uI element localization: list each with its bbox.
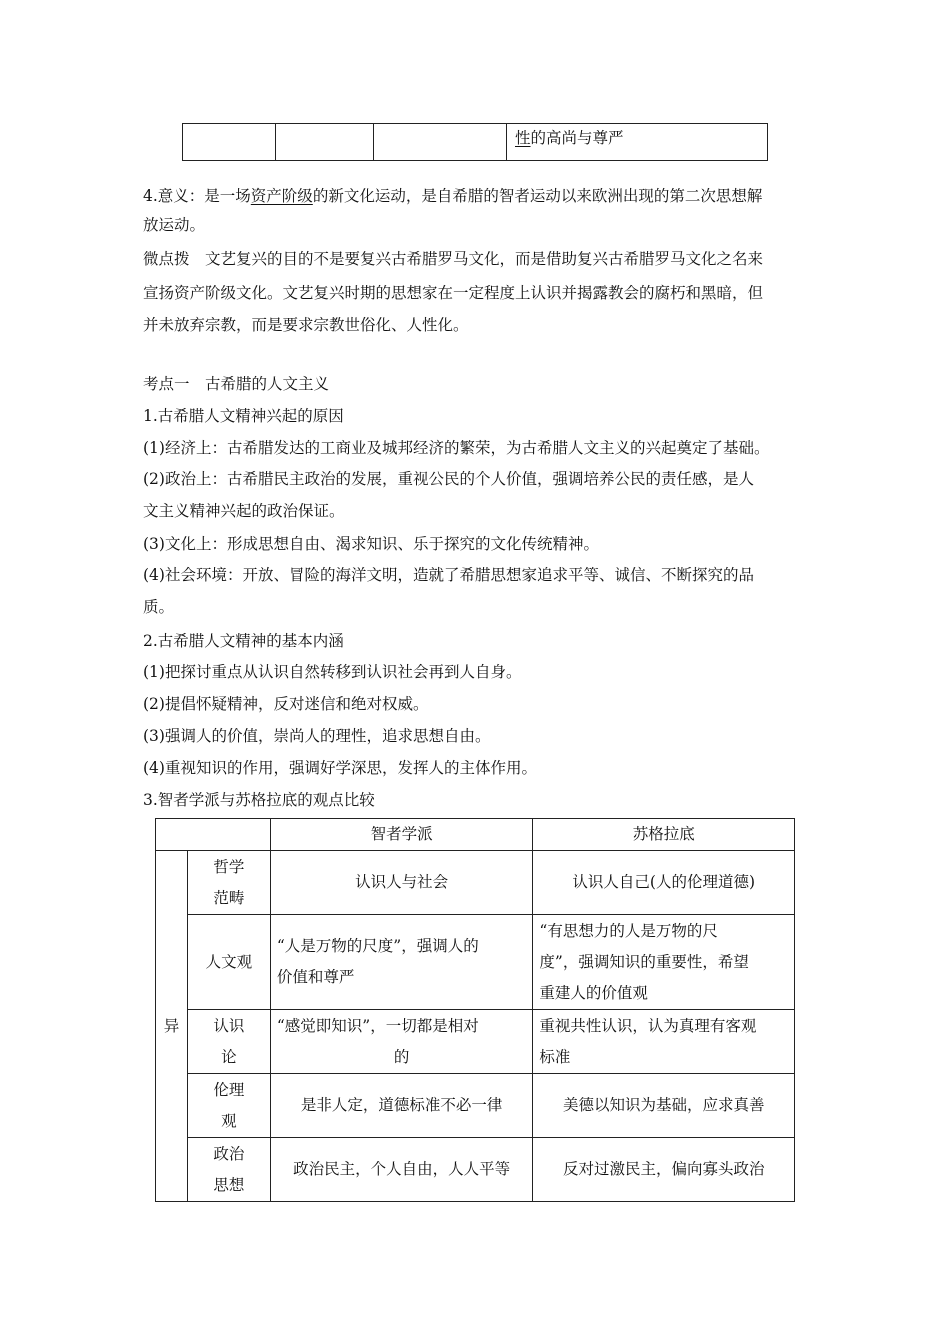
cell-line: 认识人与社会 xyxy=(355,873,449,891)
socrates-cell xyxy=(533,1010,795,1074)
table-cell xyxy=(507,124,768,161)
table-cell xyxy=(374,124,507,161)
cell-line: 的 xyxy=(393,1047,410,1066)
content-1: (1)把探讨重点从认识自然转移到认识社会再到人自身。 xyxy=(143,663,522,681)
subheading-3: 3.智者学派与苏格拉底的观点比较 xyxy=(143,791,375,809)
aspect-cell xyxy=(187,1010,270,1074)
cell-line: “人是万物的尺度”，强调人的 xyxy=(276,937,479,955)
content-2: (2)提倡怀疑精神，反对迷信和绝对权威。 xyxy=(143,695,429,713)
cell-line: 伦理 xyxy=(213,1080,245,1099)
cell-line: 论 xyxy=(221,1047,237,1066)
reason-1: (1)经济上：古希腊发达的工商业及城邦经济的繁荣，为古希腊人文主义的兴起奠定了基础。 xyxy=(143,439,770,457)
cell-line: 度”，强调知识的重要性，希望 xyxy=(539,952,749,971)
tip-line-1: 微点拨 文艺复兴的目的不是要复兴古希腊罗马文化，而是借助复兴古希腊罗马文化之名来 xyxy=(143,250,764,268)
cell-line: 范畴 xyxy=(213,888,245,907)
socrates-cell xyxy=(533,915,795,1010)
cell-line: “有思想力的人是万物的尺 xyxy=(539,921,718,940)
cell-line: 是非人定，道德标准不必一律 xyxy=(300,1096,503,1114)
socrates-cell xyxy=(533,1074,795,1138)
significance-line-1 xyxy=(143,182,811,211)
reason-4-line-1: (4)社会环境：开放、冒险的海洋文明，造就了希腊思想家追求平等、诚信、不断探究的品 xyxy=(143,566,754,584)
group-label: 异 xyxy=(156,851,188,1202)
sophists-cell xyxy=(270,1138,533,1202)
content-4: (4)重视知识的作用，强调好学深思，发挥人的主体作用。 xyxy=(143,759,537,777)
table-cell xyxy=(276,124,374,161)
cell-line: 反对过激民主，偏向寡头政治 xyxy=(562,1160,765,1178)
reason-2-line-2: 文主义精神兴起的政治保证。 xyxy=(143,502,345,520)
reason-3: (3)文化上：形成思想自由、渴求知识、乐于探究的文化传统精神。 xyxy=(143,535,599,553)
text-span: 的新文化运动，是自希腊的智者运动以来欧洲出现的第二次思想解 xyxy=(312,187,763,205)
column-header-socrates: 苏格拉底 xyxy=(533,819,795,851)
aspect-cell xyxy=(187,1138,270,1202)
sophists-cell xyxy=(270,1074,533,1138)
socrates-cell xyxy=(533,1138,795,1202)
cell-line: 政治 xyxy=(213,1144,245,1163)
cell-line: 观 xyxy=(221,1111,237,1130)
cell-line: 思想 xyxy=(213,1175,245,1194)
table-row xyxy=(183,124,768,161)
table-corner-cell xyxy=(156,819,271,851)
tip-line-2: 宣扬资产阶级文化。文艺复兴时期的思想家在一定程度上认识并揭露教会的腐朽和黑暗，但 xyxy=(143,284,764,302)
sophists-cell xyxy=(270,1010,533,1074)
table-header-row xyxy=(156,819,795,851)
cell-line: 重建人的价值观 xyxy=(539,983,648,1002)
reason-4-line-2: 质。 xyxy=(143,598,175,616)
tip-line-3: 并未放弃宗教，而是要求宗教世俗化、人性化。 xyxy=(143,316,469,334)
sophists-cell xyxy=(270,851,533,915)
aspect-cell xyxy=(187,851,270,915)
cell-line: 价值和尊严 xyxy=(276,968,355,986)
cell-line: 标准 xyxy=(539,1047,571,1066)
cell-text: 的高尚与尊严 xyxy=(530,129,624,147)
sophists-cell xyxy=(270,915,533,1010)
cell-line: 美德以知识为基础，应求真善 xyxy=(562,1096,765,1114)
content-3: (3)强调人的价值，崇尚人的理性，追求思想自由。 xyxy=(143,727,491,745)
cell-line: “感觉即知识”，一切都是相对 xyxy=(276,1016,479,1035)
text-span: 4.意义：是一场 xyxy=(143,187,251,205)
cell-line: 政治民主，个人自由，人人平等 xyxy=(293,1160,511,1178)
cell-line: 人文观 xyxy=(205,952,253,971)
comparison-table xyxy=(155,818,795,1202)
cell-line: 认识人自己(人的伦理道德) xyxy=(572,873,755,891)
underlined-text: 资产阶级 xyxy=(250,187,313,205)
socrates-cell xyxy=(533,851,795,915)
table-row xyxy=(156,1074,795,1138)
subheading-1: 1.古希腊人文精神兴起的原因 xyxy=(143,407,344,425)
section-heading: 考点一 古希腊的人文主义 xyxy=(143,375,330,393)
continued-table xyxy=(182,123,768,161)
cell-line: 认识 xyxy=(213,1016,245,1035)
significance-line-2: 放运动。 xyxy=(143,216,206,234)
table-cell xyxy=(183,124,276,161)
cell-line: 哲学 xyxy=(213,857,245,876)
reason-2-line-1: (2)政治上：古希腊民主政治的发展，重视公民的个人价值，强调培养公民的责任感，是人 xyxy=(143,470,754,488)
table-row xyxy=(156,1138,795,1202)
aspect-cell xyxy=(187,1074,270,1138)
aspect-cell xyxy=(187,915,270,1010)
cell-line: 重视共性认识，认为真理有客观 xyxy=(539,1016,757,1035)
table-row xyxy=(156,1010,795,1074)
column-header-sophists: 智者学派 xyxy=(270,819,533,851)
subheading-2: 2.古希腊人文精神的基本内涵 xyxy=(143,632,344,650)
table-row xyxy=(156,915,795,1010)
table-row xyxy=(156,851,795,915)
underlined-text: 性 xyxy=(515,129,531,147)
